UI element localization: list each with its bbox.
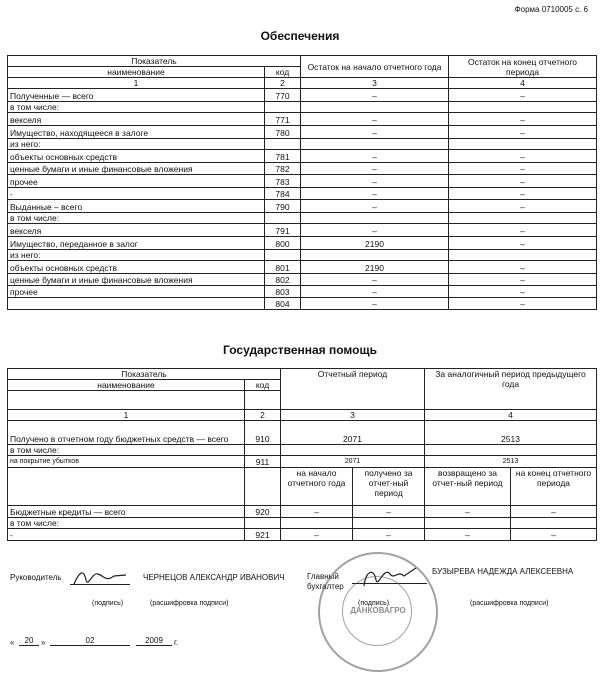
table-row: на покрытие убытков 911 2071 2513 [8,456,597,468]
col-number: 4 [449,78,597,89]
col-number: 1 [8,410,245,421]
col-number: 4 [425,410,597,421]
date-year-suffix: г. [174,638,179,647]
head-signature-icon [70,566,130,588]
table-row: ценные бумаги и иные финансовые вложения 802 – – [8,274,597,286]
table-row: из него: [8,139,597,150]
subheader-end: на конец отчетного периода [511,468,597,506]
accountant-decode-caption: (расшифровка подписи) [470,600,549,607]
subheader-begin: на начало отчетного года [281,468,353,506]
table-row: в том числе: [8,213,597,224]
table-row: ценные бумаги и иные финансовые вложения 782 – – [8,163,597,175]
table-row: Бюджетные кредиты — всего 920 – – – – [8,506,597,518]
table-row: Имущество, переданное в залог 800 2190 – [8,237,597,250]
table-row: объекты основных средств 781 – – [8,150,597,163]
table-row: векселя 771 – – [8,113,597,126]
company-seal [318,552,438,672]
table-row: Полученные — всего 770 – – [8,89,597,102]
date-day: 20 [19,636,39,646]
date-open-quote: « [10,638,15,647]
seal-text: ДАНКОВАГРО [350,606,406,615]
table-row: векселя 791 – – [8,224,597,237]
header-code: код [245,380,281,391]
header-indicator: Показатель [8,56,301,67]
subheader-received: получено за отчет-ный период [353,468,425,506]
accountant-label: Главный бухгалтер [307,572,344,591]
table-row: в том числе: [8,102,597,113]
header-current: Отчетный период [281,369,425,410]
table-row: в том числе: [8,518,597,529]
head-signature-line [70,572,130,585]
subheader-returned: возвращено за отчет-ный период [425,468,511,506]
table-row: - 921 – – – – [8,529,597,541]
header-begin: Остаток на начало отчетного года [301,56,449,78]
col-number: 2 [245,410,281,421]
table-row: Получено в отчетном году бюджетных средств — всего 910 2071 2513 [8,421,597,445]
col-number: 1 [8,78,265,89]
head-decode-caption: (расшифровка подписи) [150,600,229,607]
head-sign-caption: (подпись) [92,600,124,607]
date-year: 2009 [136,636,172,646]
table-row: из него: [8,250,597,261]
head-label: Руководитель [10,573,62,582]
header-code: код [265,67,301,78]
table-row: прочее 803 – – [8,286,597,298]
header-previous: За аналогичный период предыдущего года [425,369,597,410]
col-number: 3 [301,78,449,89]
table-row: объекты основных средств 801 2190 – [8,261,597,274]
header-indicator: Показатель [8,369,281,380]
section-title-state-aid: Государственная помощь [223,343,377,357]
table-row: в том числе: [8,445,597,456]
table-row: прочее 783 – – [8,175,597,188]
section-title-securities: Обеспечения [260,29,340,43]
table-row: 804 – – [8,298,597,310]
date-close-quote: » [41,638,46,647]
header-name: наименование [8,380,245,391]
accountant-sign-caption: (подпись) [358,600,390,607]
form-number: Форма 0710005 с. 6 [514,5,588,14]
col-number: 3 [281,410,425,421]
securities-table [7,55,597,310]
accountant-name: БУЗЫРЕВА НАДЕЖДА АЛЕКСЕЕВНА [432,567,574,576]
header-end: Остаток на конец отчетного периода [449,56,597,78]
head-name: ЧЕРНЕЦОВ АЛЕКСАНДР ИВАНОВИЧ [143,573,285,582]
col-number: 2 [265,78,301,89]
state-aid-table [7,368,597,541]
header-name: наименование [8,67,265,78]
table-row: - 784 – – [8,188,597,200]
table-row: Выданные – всего 790 – – [8,200,597,213]
date-month: 02 [50,636,130,646]
table-row: Имущество, находящееся в залоге 780 – – [8,126,597,139]
